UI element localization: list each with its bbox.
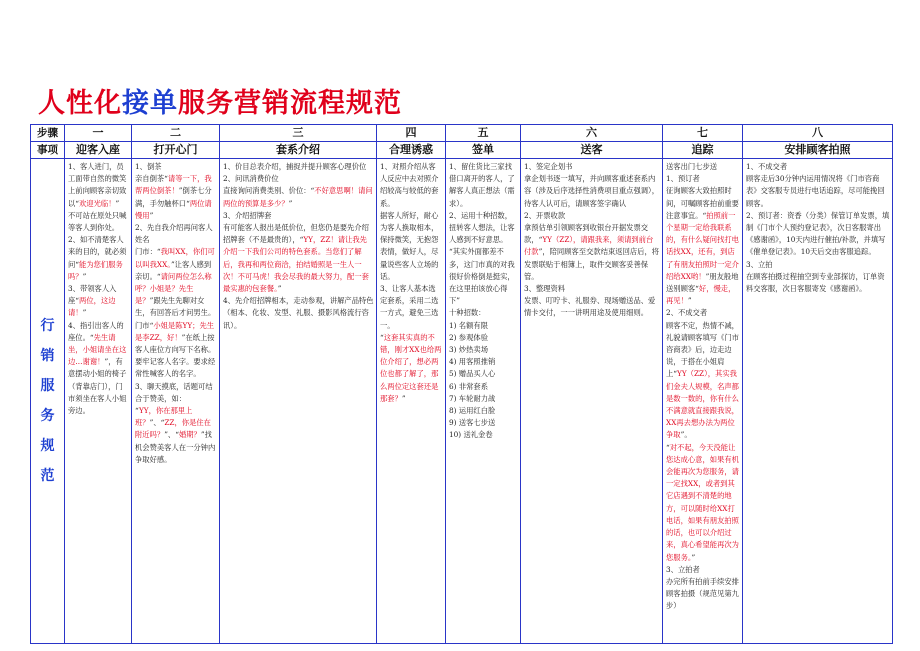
cell-text bbox=[132, 159, 219, 466]
paragraph: 3、带领客人入座“两位，这边请！” bbox=[68, 284, 117, 318]
step-4: 四 bbox=[377, 125, 446, 142]
paragraph: 2、预订者：资香（分类）保管订单发票，填制《门市个人预约登记表》，次日客服寄出《感谢函》，10天内进行催拍/补款，并填写《催单登记表》。10天后交由客服追踪。 bbox=[746, 210, 890, 257]
paragraph: 送客出门七步送 bbox=[666, 162, 718, 171]
paragraph: 办完所有拍前手续安排顾客拍摄（规范见第九步） bbox=[666, 576, 739, 611]
paragraph: 3) 炒热卖场 bbox=[449, 345, 488, 355]
paragraph: 2) 参观体验 bbox=[449, 332, 488, 342]
paragraph: 2、运用十种招数，扭转客人想法，让客人感到不好意思。 bbox=[449, 210, 515, 245]
cell-text bbox=[521, 159, 662, 320]
paragraph: 4) 用客照推销 bbox=[449, 357, 496, 367]
paragraph: 门市“小姐是陈YY；先生是李ZZ，好！”在纸上按客人座位方向写下名称。要牢记客人名字。要求经常性喊客人的名字。 bbox=[135, 320, 216, 379]
highlighted-phrase: 请等一下，我帮两位倒茶！ bbox=[135, 174, 212, 196]
highlighted-phrase: YY，你在那里上班？ bbox=[135, 406, 193, 428]
paragraph: 3、整理资料 bbox=[524, 284, 566, 294]
item-2: 打开心门 bbox=[132, 142, 220, 159]
paragraph: 2、问讯消费价位 bbox=[223, 174, 279, 184]
step-2: 二 bbox=[132, 125, 220, 142]
column-8 bbox=[743, 159, 893, 644]
highlighted-phrase: ZZ，你是住在附近吗？ bbox=[135, 418, 211, 440]
paragraph: 1、对照介绍从客人反应中去对照介绍较高与较低的套系。 bbox=[380, 162, 439, 208]
paragraph: 3、让客人基本选定套系，采用二选一方式，避免三选一。 bbox=[380, 284, 439, 330]
step-7: 七 bbox=[663, 125, 743, 142]
process-table bbox=[30, 124, 893, 644]
highlighted-phrase: 两位请慢用 bbox=[135, 198, 212, 220]
paragraph: 1、留住货比三家找借口离开的客人，了解客人真正想法（需求）。 bbox=[449, 162, 515, 208]
highlighted-phrase: YY，ZZ！请让我先介绍一下我们公司的特色套系。当您们了解后，我再和两位商洽，拍结婚照是一生人一次！不可马虎！我会尽我的最大努力，配一套最实惠的包套餐。 bbox=[223, 235, 369, 294]
paragraph: 在顾客拍摄过程抽空到专业部探访，订单资料交客服，次日客服寄发《感谢函》。 bbox=[746, 271, 885, 294]
paragraph: 1) 名额有限 bbox=[449, 320, 488, 330]
paragraph: 直接询问消费类别、价位：“不好意思啊！请问两位的预算是多少？” bbox=[223, 186, 373, 208]
highlighted-phrase: 小姐是陈YY；先生是李ZZ，好！ bbox=[135, 320, 215, 342]
column-1 bbox=[65, 159, 132, 644]
paragraph: 2、开票收款 bbox=[524, 210, 566, 220]
paragraph: “这套其实真的不错，刚才XX也给两位介绍了，想必两位也都了解了，那么两位定这套还是那套？” bbox=[380, 332, 442, 403]
paragraph: 10) 送礼金卷 bbox=[449, 430, 493, 440]
highlighted-phrase: 婚期？ bbox=[178, 430, 201, 440]
paragraph: 9) 送客七步送 bbox=[449, 418, 496, 428]
paragraph: 1、价目总表介绍，捕捉并提升顾客心理价位 bbox=[223, 162, 367, 171]
paragraph: 2、如不清楚客人来的目的，就必须问“能为您们服务吗？” bbox=[68, 235, 127, 281]
side-char: 销 bbox=[40, 348, 55, 364]
item-7: 追踪 bbox=[663, 142, 743, 159]
step-8: 八 bbox=[743, 125, 893, 142]
paragraph: 不可站在原处只喊等客人到你处。 bbox=[68, 210, 127, 233]
content-row bbox=[31, 159, 893, 644]
step-3: 三 bbox=[220, 125, 377, 142]
cell-text bbox=[377, 159, 445, 405]
paragraph: 4、先介绍招牌相本，走动参观，讲解产品特色（相本、化妆、发型、礼服、摄影风格流行咨讯）。 bbox=[223, 296, 374, 330]
column-7 bbox=[663, 159, 743, 644]
cell-text bbox=[220, 159, 376, 332]
item-1: 迎客入座 bbox=[65, 142, 132, 159]
column-6 bbox=[521, 159, 663, 644]
highlighted-phrase: 这套其实真的不错，刚才XX也给两位介绍了，想必两位也都了解了，那么两位定这套还是那套？ bbox=[380, 332, 442, 403]
paragraph: 1、签定企划书 bbox=[524, 162, 573, 171]
highlighted-phrase: 好，慢走，再见！ bbox=[666, 284, 736, 306]
side-char: 规 bbox=[40, 438, 55, 454]
highlighted-phrase: 对不起，今天没能让您达成心意，如果有机会能再次为您服务，请一定找XX，或者到其它店遇到不清楚的地方，可以随时给XX打电话，如果有朋友拍照的话，也可以介绍过来，真心希望能再次为您服务。 bbox=[666, 442, 739, 562]
paragraph: 发票、叮咛卡、礼服券、现场赠送品、爱情卡交付，一一讲明用途及使用细则。 bbox=[524, 296, 656, 318]
column-4 bbox=[377, 159, 446, 644]
paragraph: “YY，你在那里上班？”、“ZZ，你是住在附近吗？”、“婚期？”找机会赞美客人在一分钟内争取好感。 bbox=[135, 406, 216, 464]
column-5 bbox=[446, 159, 521, 644]
items-row bbox=[31, 142, 893, 159]
paragraph: 亲自倒茶“请等一下，我帮两位倒茶！”倒茶七分满，手勿触杯口“两位请慢用” bbox=[135, 174, 212, 220]
paragraph: 征询顾客大致拍照时间，可嘱顾客拍前重要注意事宜。“拍照前一个星期一定给我联系的，有什么疑问找打电话找XX，还有，到店了有朋友拍照时一定介绍给XX哟！”朋友般地送别顾客“好，慢走，再见！” bbox=[666, 186, 739, 306]
side-char: 服 bbox=[40, 378, 55, 394]
paragraph: 3、介绍招牌套 bbox=[223, 210, 272, 220]
paragraph: “对不起，今天没能让您达成心意，如果有机会能再次为您服务，请一定找XX，或者到其它店遇到不清楚的地方，可以随时给XX打电话，如果有朋友拍照的话，也可以介绍过来，真心希望能再次为您服务。” bbox=[666, 442, 739, 562]
side-char: 务 bbox=[40, 408, 55, 424]
highlighted-phrase: 欢迎光临！ bbox=[79, 198, 116, 208]
paragraph: 5) 赠品买人心 bbox=[449, 369, 496, 379]
highlighted-phrase: 请问两位怎么称呼？小姐是？先生是？ bbox=[135, 271, 212, 306]
paragraph: 门市：“我叫XX，你们可以叫我XX。”让客人感到亲切。“请问两位怎么称呼？小姐是？先生是？”跟先生先聊对女生，有回答后才问男生。 bbox=[135, 247, 216, 318]
paragraph: 3、聊天摸底，话题可结合于赞美，如： bbox=[135, 381, 213, 403]
step-5: 五 bbox=[446, 125, 521, 142]
paragraph: 十种招数： bbox=[449, 308, 486, 318]
highlighted-phrase: 先生请坐，小姐请坐在这边…谢谢！ bbox=[68, 332, 127, 367]
paragraph: 2、先自我介绍再问客人姓名 bbox=[135, 223, 213, 245]
highlighted-phrase: 不好意思啊！请问两位的预算是多少？ bbox=[223, 186, 373, 208]
paragraph: 1、不成交者 bbox=[746, 162, 788, 171]
paragraph: 顾客不定，热情不减，礼貌请顾客填写《门市咨商表》后，边走边说，于搭在小姐肩上“YY（ZZ），其实我们金夫人规模，名声都是数一数的，你有什么不满意就直接跟我说，XX再去想办法为两位争取”。 bbox=[666, 320, 739, 440]
paragraph: 1、客人进门，员工面带自然的微笑上前向顾客亲切致以“欢迎光临！” bbox=[68, 162, 127, 208]
paragraph: 7) 车轮耐力战 bbox=[449, 393, 496, 403]
cell-text bbox=[65, 159, 131, 417]
highlighted-phrase: YY（ZZ），请跟我来，须请到前台付款 bbox=[524, 235, 654, 257]
cell-text bbox=[663, 159, 742, 613]
page-title: 人性化接单服务营销流程规范 bbox=[38, 88, 402, 119]
column-2 bbox=[132, 159, 220, 644]
paragraph: 有可能客人报出是低价位，但您仍是要先介绍招牌套（不是最贵的），“YY，ZZ！请让我先介绍一下我们公司的特色套系。当您们了解后，我再和两位商洽，拍结婚照是一生人一次！不可马虎！我会尽我的最大努力，配一套最实惠的包套餐。” bbox=[223, 223, 369, 294]
paragraph: 1、倒茶 bbox=[135, 162, 162, 171]
items-label: 事项 bbox=[31, 142, 65, 159]
paragraph: 4、指引出客人的座位。“先生请坐，小姐请坐在这边…谢谢！”，有意摆动小姐的椅子（背靠店门），门市须坐在客人小姐旁边。 bbox=[68, 320, 127, 416]
cell-text bbox=[446, 159, 520, 442]
paragraph: 拿企划书逐一填写，并向顾客重述套系内容（涉及后序选择性消费项目重点强调），待客人认可后，请顾客签字确认 bbox=[524, 174, 659, 208]
paragraph: 顾客走后30分钟内运用情况将《门市咨商表》交客服专员进行电话追踪，尽可能挽回顾客。 bbox=[746, 174, 885, 208]
steps-row bbox=[31, 125, 893, 142]
item-4: 合理诱惑 bbox=[377, 142, 446, 159]
column-3 bbox=[220, 159, 377, 644]
highlighted-phrase: 两位，这边请！ bbox=[68, 296, 116, 318]
step-1: 一 bbox=[65, 125, 132, 142]
cell-text bbox=[743, 159, 892, 295]
step-6: 六 bbox=[521, 125, 663, 142]
paragraph: 6) 非常套系 bbox=[449, 381, 488, 391]
side-char: 范 bbox=[40, 468, 55, 484]
highlighted-phrase: YY（ZZ），其实我们金夫人规模，名声都是数一数的，你有什么不满意就直接跟我说，XX再去想办法为两位争取 bbox=[666, 369, 739, 440]
highlighted-phrase: 我叫XX，你们可以叫我XX。 bbox=[135, 247, 215, 269]
paragraph: 3、立拍者 bbox=[666, 564, 700, 574]
paragraph: “其实外面都差不多，这门市真的对我很好价格倒是挺实，在这里拍该放心得下” bbox=[449, 247, 515, 306]
paragraph: 据客人所好，耐心为客人换取相本，保持微笑，无抱怨表情，做好人，尽量说些客人立场的话。 bbox=[380, 210, 439, 281]
paragraph: 2、不成交者 bbox=[666, 308, 708, 318]
item-8: 安排顾客拍照 bbox=[743, 142, 893, 159]
side-char: 行 bbox=[40, 318, 55, 334]
paragraph: 1、预订者 bbox=[666, 174, 700, 184]
item-6: 送客 bbox=[521, 142, 663, 159]
highlighted-phrase: 能为您们服务吗？ bbox=[68, 259, 123, 281]
paragraph: 8) 运用红白脸 bbox=[449, 406, 496, 416]
paragraph: 拿预估单引领顾客到收银台开据发票交款，“YY（ZZ），请跟我来，须请到前台付款”，陪同顾客至交款结束返回店后，将发票联贴于相簿上，取件交顾客妥善保管。 bbox=[524, 223, 660, 281]
steps-label: 步骤 bbox=[31, 125, 65, 142]
item-3: 套系介绍 bbox=[220, 142, 377, 159]
side-label bbox=[31, 159, 65, 644]
item-5: 签单 bbox=[446, 142, 521, 159]
highlighted-phrase: 拍照前一个星期一定给我联系的，有什么疑问找打电话找XX，还有，到店了有朋友拍照时一定介绍给XX哟！ bbox=[666, 210, 739, 281]
paragraph: 3、立拍 bbox=[746, 259, 773, 269]
